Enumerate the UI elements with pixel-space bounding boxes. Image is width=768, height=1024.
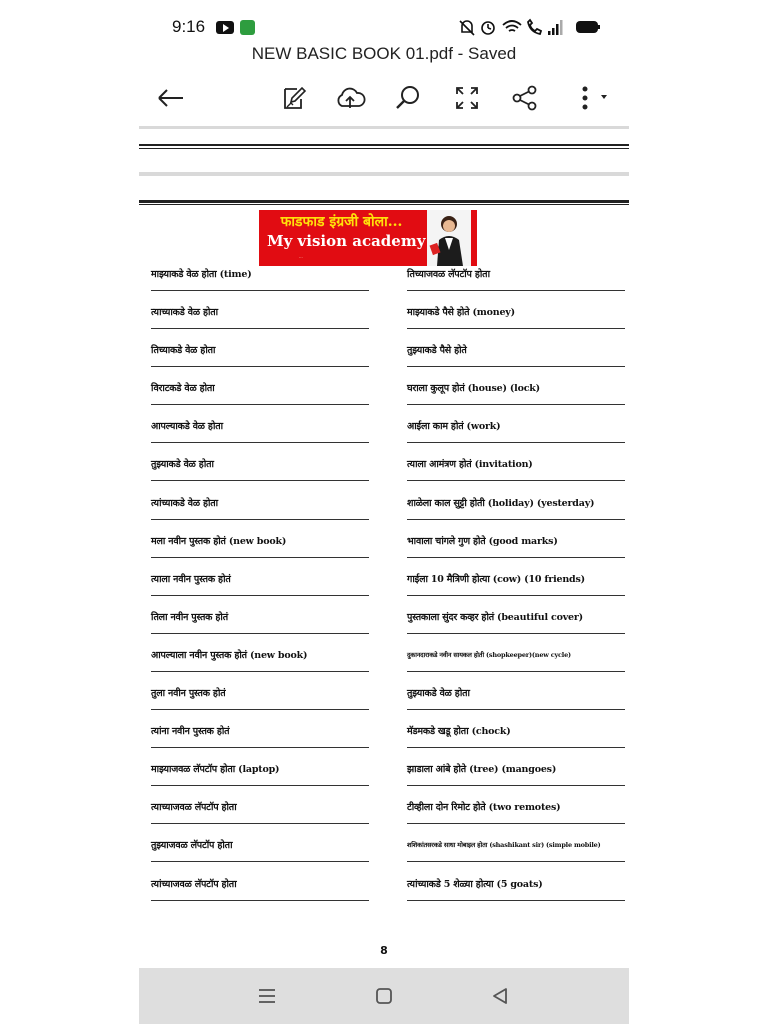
answer-line xyxy=(407,747,625,748)
exercise-row xyxy=(151,795,376,833)
exercise-row xyxy=(407,529,632,567)
battery-icon xyxy=(576,21,600,33)
academy-banner xyxy=(259,210,477,266)
exercise-row xyxy=(407,605,632,643)
exercise-row xyxy=(407,643,632,681)
exercise-row xyxy=(151,452,376,490)
answer-line xyxy=(407,366,625,367)
navigation-bar xyxy=(139,968,629,1024)
answer-line xyxy=(151,366,369,367)
answer-line xyxy=(407,785,625,786)
exercise-row xyxy=(151,567,376,605)
fullscreen-button[interactable] xyxy=(447,78,487,118)
banner-small-text: ... xyxy=(299,254,303,259)
share-icon xyxy=(512,85,538,111)
exercise-row xyxy=(407,719,632,757)
answer-line xyxy=(151,823,369,824)
toolbar xyxy=(0,72,768,122)
exercise-row xyxy=(151,757,376,795)
share-button[interactable] xyxy=(505,78,545,118)
exercise-row xyxy=(151,643,376,681)
exercise-sentence: आपल्याला नवीन पुस्तक होतं (new book) xyxy=(151,649,308,661)
edit-icon xyxy=(281,85,307,111)
exercise-row xyxy=(151,376,376,414)
answer-line xyxy=(407,595,625,596)
exercise-sentence: पुस्तकाला सुंदर कव्हर होतं (beautiful cover) xyxy=(407,611,583,623)
home-button[interactable] xyxy=(369,982,399,1010)
exercise-row xyxy=(407,376,632,414)
exercise-row xyxy=(151,833,376,871)
exercise-row xyxy=(151,338,376,376)
answer-line xyxy=(151,519,369,520)
exercise-row xyxy=(151,262,376,300)
search-button[interactable] xyxy=(388,78,428,118)
exercise-row xyxy=(407,567,632,605)
exercise-sentence: तुझ्याकडे वेळ होता xyxy=(407,688,470,700)
app-notification-icon xyxy=(240,20,255,35)
banner-academy-name: My vision academy xyxy=(267,232,426,250)
exercise-sentence: तिच्याकडे वेळ होता xyxy=(151,345,216,357)
exercise-sentence: तुला नवीन पुस्तक होतं xyxy=(151,688,226,700)
answer-line xyxy=(151,785,369,786)
answer-line xyxy=(151,633,369,634)
exercise-sentence: माझ्याजवळ लॅपटॉप होता (laptop) xyxy=(151,764,280,776)
exercise-sentence: मला नवीन पुस्तक होतं (new book) xyxy=(151,535,287,547)
exercise-sentence: त्याला नवीन पुस्तक होतं xyxy=(151,573,231,585)
divider xyxy=(139,126,629,129)
exercise-sentence: तुझ्याकडे वेळ होता xyxy=(151,459,214,471)
exercise-row xyxy=(407,795,632,833)
exercise-row xyxy=(407,757,632,795)
exercise-sentence: त्यांना नवीन पुस्तक होतं xyxy=(151,726,230,738)
exercise-row xyxy=(151,872,376,910)
exercise-row xyxy=(407,338,632,376)
exercise-sentence: तिला नवीन पुस्तक होतं xyxy=(151,611,228,623)
search-icon xyxy=(395,85,421,111)
divider xyxy=(139,148,629,149)
status-time: 9:16 xyxy=(172,17,206,36)
exercise-sentence: गाईला 10 मैत्रिणी होत्या (cow) (10 friends) xyxy=(407,573,585,585)
answer-line xyxy=(407,823,625,824)
alarm-icon xyxy=(482,22,494,34)
exercise-row xyxy=(407,872,632,910)
exercise-row xyxy=(407,491,632,529)
answer-line xyxy=(151,290,369,291)
answer-line xyxy=(151,671,369,672)
answer-line xyxy=(407,633,625,634)
exercise-row xyxy=(407,681,632,719)
exercise-sentence: विराटकडे वेळ होता xyxy=(151,383,215,395)
pdf-page[interactable] xyxy=(139,124,629,966)
divider xyxy=(139,172,629,176)
upload-button[interactable] xyxy=(330,78,370,118)
fullscreen-icon xyxy=(455,86,479,110)
exercise-row xyxy=(151,719,376,757)
right-exercise-column xyxy=(407,262,632,910)
cloud-upload-icon xyxy=(334,86,366,110)
answer-line xyxy=(407,480,625,481)
exercise-sentence: शाळेला काल सुट्टी होती (holiday) (yesterday) xyxy=(407,497,595,509)
exercise-row xyxy=(151,491,376,529)
divider xyxy=(139,200,629,203)
back-arrow-icon xyxy=(157,88,185,108)
answer-line xyxy=(151,747,369,748)
exercise-sentence: मॅडमकडे खडू होता (chock) xyxy=(407,726,511,738)
exercise-sentence: आपल्याकडे वेळ होता xyxy=(151,421,223,433)
recent-apps-icon xyxy=(257,988,277,1004)
exercise-sentence: त्यांच्याकडे वेळ होता xyxy=(151,497,218,509)
mute-icon xyxy=(460,21,474,35)
back-icon xyxy=(490,986,510,1006)
exercise-row xyxy=(407,262,632,300)
system-back-button[interactable] xyxy=(485,982,515,1010)
divider xyxy=(139,144,629,146)
exercise-sentence: त्याच्याकडे वेळ होता xyxy=(151,307,218,319)
exercise-sentence: माझ्याकडे वेळ होता (time) xyxy=(151,269,252,280)
answer-line xyxy=(407,328,625,329)
exercise-sentence: तुझ्याजवळ लॅपटॉप होता xyxy=(151,840,233,852)
divider xyxy=(139,204,629,205)
status-bar xyxy=(0,0,768,40)
call-icon xyxy=(528,20,541,34)
exercise-sentence: शशिकांतसरकडे साधा मोबाइल होता (shashikant sir) (simple mobile) xyxy=(407,841,601,850)
answer-line xyxy=(407,404,625,405)
exercise-row xyxy=(407,414,632,452)
answer-line xyxy=(151,861,369,862)
answer-line xyxy=(407,709,625,710)
exercise-sentence: त्याला आमंत्रण होतं (invitation) xyxy=(407,459,533,471)
back-button[interactable] xyxy=(151,78,191,118)
student-girl-image xyxy=(427,210,475,266)
document-title: NEW BASIC BOOK 01.pdf - Saved xyxy=(251,44,517,63)
answer-line xyxy=(151,557,369,558)
exercise-row xyxy=(151,414,376,452)
left-exercise-column xyxy=(151,262,376,910)
exercise-sentence: त्यांच्याकडे 5 शेळ्या होत्या (5 goats) xyxy=(407,878,543,890)
exercise-sentence: त्यांच्याजवळ लॅपटॉप होता xyxy=(151,878,237,890)
exercise-row xyxy=(151,605,376,643)
answer-line xyxy=(407,519,625,520)
edit-button[interactable] xyxy=(274,78,314,118)
exercise-sentence: झाडाला आंबे होते (tree) (mangoes) xyxy=(407,764,557,776)
home-icon xyxy=(374,986,394,1006)
exercise-sentence: त्याच्याजवळ लॅपटॉप होता xyxy=(151,802,237,814)
answer-line xyxy=(407,442,625,443)
signal-icon xyxy=(548,20,563,35)
recent-apps-button[interactable] xyxy=(252,982,282,1010)
answer-line xyxy=(407,557,625,558)
exercise-sentence: दुकानदाराकडे नवीन सायकल होती (shopkeeper)(new cycle) xyxy=(407,650,571,659)
answer-line xyxy=(151,404,369,405)
answer-line xyxy=(407,290,625,291)
answer-line xyxy=(151,595,369,596)
exercise-row xyxy=(407,300,632,338)
answer-line xyxy=(151,709,369,710)
exercise-row xyxy=(151,300,376,338)
page-number: 8 xyxy=(380,944,388,957)
banner-tagline: फाडफाड इंग्रजी बोला... xyxy=(280,214,403,230)
exercise-sentence: तुझ्याकडे पैसे होते xyxy=(407,345,467,357)
answer-line xyxy=(151,328,369,329)
answer-line xyxy=(407,900,625,901)
more-options-button[interactable] xyxy=(570,78,616,118)
youtube-notification-icon xyxy=(216,21,234,34)
exercise-sentence: माझ्याकडे पैसे होते (money) xyxy=(407,307,515,319)
exercise-row xyxy=(151,529,376,567)
exercise-sentence: तिच्याजवळ लॅपटॉप होता xyxy=(407,269,490,280)
exercise-sentence: आईला काम होतं (work) xyxy=(407,421,501,433)
answer-line xyxy=(151,900,369,901)
answer-line xyxy=(407,671,625,672)
status-icons xyxy=(458,18,603,38)
more-options-icon xyxy=(573,85,613,111)
answer-line xyxy=(151,480,369,481)
answer-line xyxy=(407,861,625,862)
answer-line xyxy=(151,442,369,443)
exercise-row xyxy=(407,833,632,871)
exercise-sentence: भावाला चांगले गुण होते (good marks) xyxy=(407,535,558,547)
wifi-icon xyxy=(503,21,521,31)
exercise-row xyxy=(407,452,632,490)
exercise-sentence: घराला कुलूप होतं (house) (lock) xyxy=(407,383,540,395)
exercise-row xyxy=(151,681,376,719)
exercise-sentence: टीव्हीला दोन रिमोट होते (two remotes) xyxy=(407,802,561,814)
